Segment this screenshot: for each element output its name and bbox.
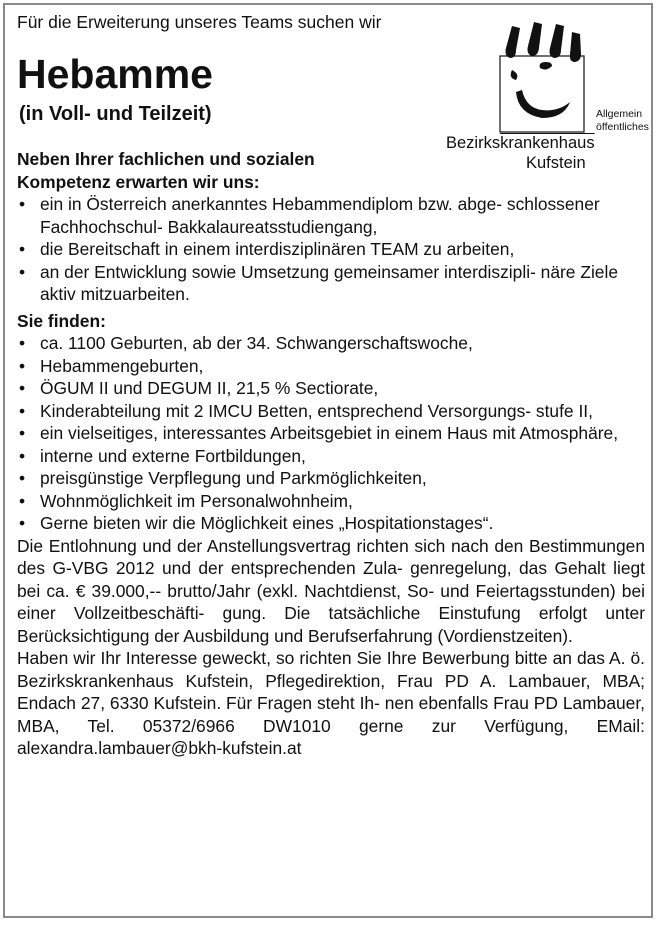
list-item (17, 193, 645, 238)
list-item (17, 467, 645, 490)
list-item (17, 238, 645, 261)
list-item (17, 512, 645, 535)
job-title: Hebamme (17, 51, 213, 97)
list-item (17, 445, 645, 468)
list-item-text: interne und externe Fortbildungen, (40, 445, 306, 466)
job-subtitle: (in Voll- und Teilzeit) (19, 103, 212, 125)
list-item-text: Hebammengeburten, (40, 355, 204, 376)
bullet-icon: • (19, 400, 26, 421)
bullet-icon: • (19, 423, 26, 443)
offer-list (17, 332, 645, 535)
logo-allgemein: Allgemein (596, 108, 643, 120)
logo-bezirks: Bezirks (446, 134, 501, 152)
list-item (17, 261, 645, 306)
bullet-icon: • (19, 468, 26, 488)
ad-body (17, 148, 645, 760)
bullet-icon: • (19, 378, 26, 398)
list-item-text: die Bereitschaft in einem interdisziplinären TEAM zu arbeiten, (40, 239, 515, 259)
list-item-text: preisgünstige Verpflegung und Parkmöglichkeiten, (40, 468, 427, 488)
list-item-text: ein in Österreich anerkanntes Hebammendiplom bzw. abge- schlossener Fachhochschul- Bakkalaureatsstudiengang, (40, 194, 600, 237)
offer-heading: Sie finden: (17, 310, 106, 331)
bullet-icon: • (19, 239, 26, 259)
list-item-text: ca. 1100 Geburten, ab der 34. Schwangerschaftswoche, (40, 333, 473, 353)
bullet-icon: • (19, 355, 26, 376)
bullet-icon: • (19, 445, 26, 466)
list-item-text: ein vielseitiges, interessantes Arbeitsgebiet in einem Haus mit Atmosphäre, (40, 423, 619, 443)
logo-oeffentliches: öffentliches (596, 121, 649, 133)
list-item (17, 400, 645, 423)
logo-krankenhaus: krankenhaus (500, 134, 595, 152)
list-item (17, 355, 645, 378)
logo-kufstein: Kufstein (526, 154, 586, 172)
requirements-heading-line1: Neben Ihrer fachlichen und sozialen (17, 149, 315, 169)
bullet-icon: • (19, 261, 26, 282)
list-item-text: an der Entwicklung sowie Umsetzung gemeinsamer interdiszipli- näre Ziele aktiv mitzuarbeiten. (40, 261, 619, 304)
list-item-text: Wohnmöglichkeit im Personalwohnheim, (40, 490, 353, 511)
requirements-heading-line2: Kompetenz erwarten wir uns: (17, 171, 260, 192)
bullet-icon: • (19, 490, 26, 511)
list-item (17, 332, 645, 355)
list-item-text: Kinderabteilung mit 2 IMCU Betten, entsprechend Versorgungs- stufe II, (40, 400, 593, 421)
list-item (17, 377, 645, 400)
bullet-icon: • (19, 333, 26, 353)
bullet-icon: • (19, 194, 26, 214)
bullet-icon: • (19, 513, 26, 533)
requirements-list (17, 193, 645, 306)
list-item (17, 422, 645, 445)
intro-text: Für die Erweiterung unseres Teams suchen wir (17, 12, 382, 32)
application-paragraph: Haben wir Ihr Interesse geweckt, so richten Sie Ihre Bewerbung bitte an das A. ö. Bezirkskrankenhaus Kufstein, Pflegedirektion, Frau PD A. Lambauer, MBA; Endach 27, 6330 Kufstein. Für Fragen steht Ih- nen ebenfalls Frau PD Lambauer, MBA, Tel. 05372/6966 DW1010 gerne zur Verfügung, EMail: alexandra.lambauer@bkh-kufstein.at (17, 648, 645, 758)
list-item (17, 490, 645, 513)
list-item-text: Gerne bieten wir die Möglichkeit eines „Hospitationstages“. (40, 513, 494, 533)
salary-paragraph: Die Entlohnung und der Anstellungsvertrag richten sich nach den Bestimmungen des G-VBG 2012 und der entsprechenden Zula- genregelung, das Gehalt liegt bei ca. € 39.000,-- brutto/Jahr (exkl. Nachtdienst, So- und Feiertagsstunden) bei einer Vollzeitbeschäfti- gung. Die tatsächliche Einstufung erfolgt unter Berücksichtigung der Ausbildung und Berufserfahrung (Vordienstzeiten). (17, 535, 645, 646)
list-item-text: ÖGUM II und DEGUM II, 21,5 % Sectiorate, (40, 378, 379, 398)
